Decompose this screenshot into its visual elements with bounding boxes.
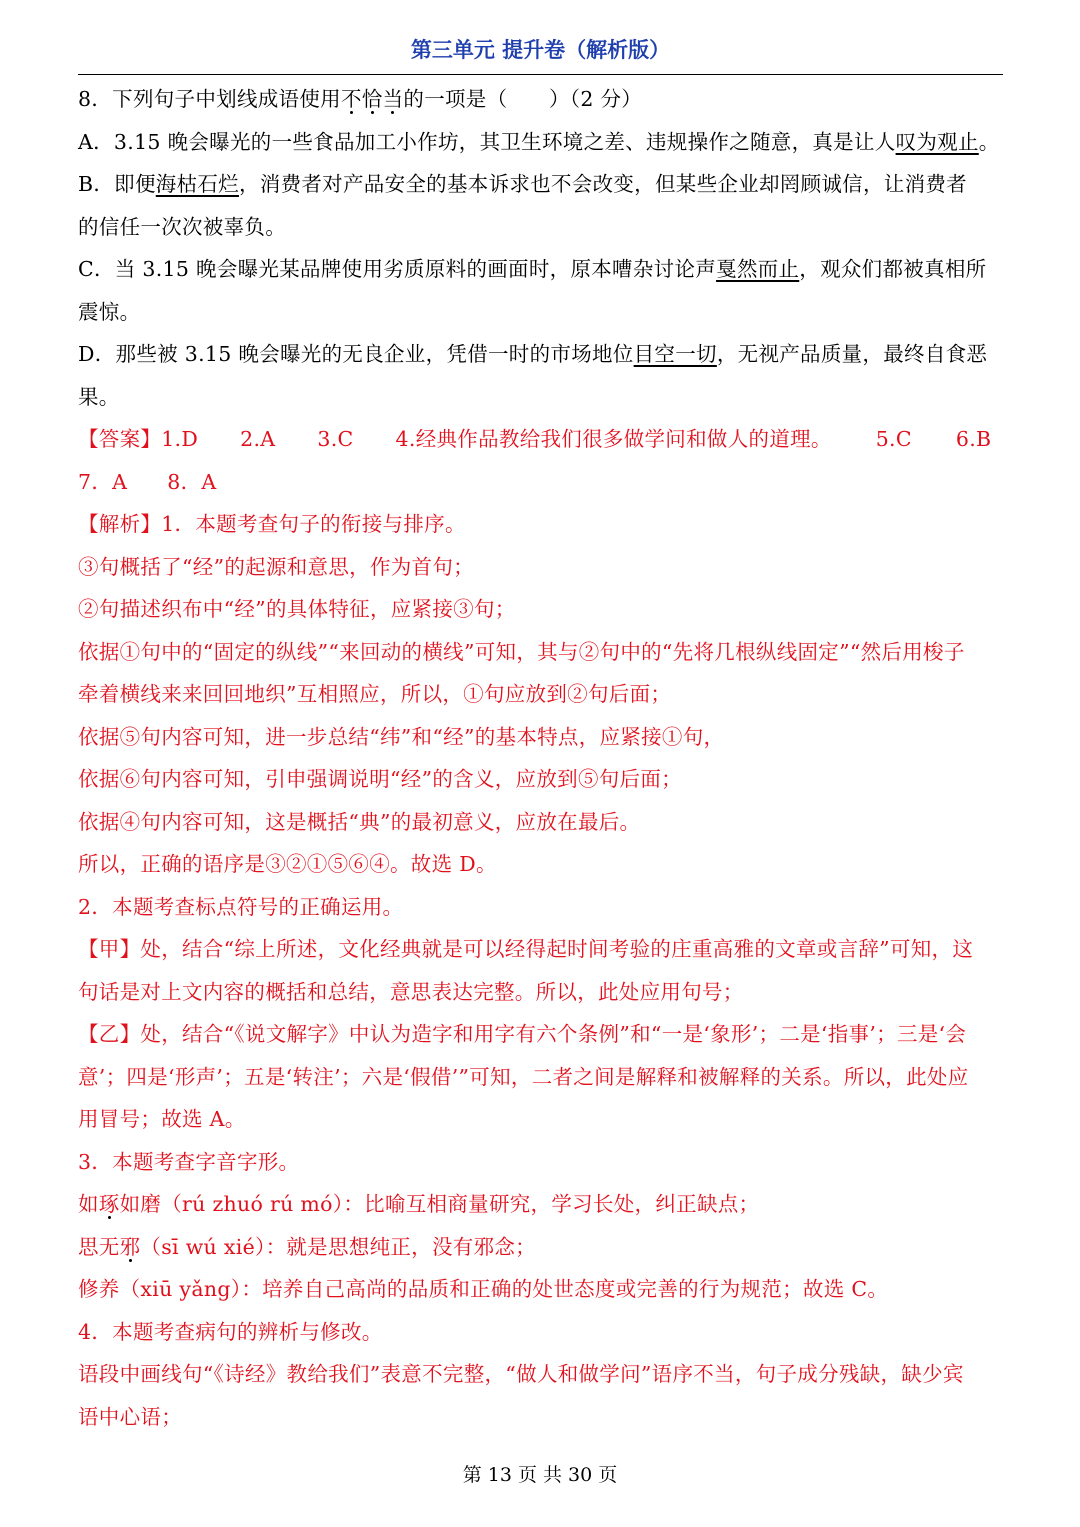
- page-number: 第 13 页 共 30 页: [462, 1464, 618, 1486]
- analysis-q4-title: 4．本题考查病句的辨析与修改。: [78, 1319, 383, 1344]
- analysis-line: 依据①句中的“固定的纵线”“来回动的横线”可知，其与②句中的“先将几根纵线固定”“然后用梭子: [78, 639, 965, 664]
- underlined-idiom: 海枯石烂: [155, 172, 239, 196]
- analysis-label: 【解析】: [78, 512, 162, 536]
- analysis-q3-title: 3．本题考查字音字形。: [78, 1149, 300, 1174]
- analysis-q1-title: 【解析】1．本题考查句子的衔接与排序。: [78, 512, 466, 536]
- option-d-continued: 果。: [78, 384, 120, 409]
- analysis-line: 【乙】处，结合“《说文解字》中认为造字和用字有六个条例”和“一是‘象形’；二是‘指事’；三是‘会: [78, 1022, 967, 1046]
- analysis-line: ③句概括了“经”的起源和意思，作为首句；: [78, 554, 474, 579]
- analysis-line: 用冒号；故选 A。: [78, 1107, 246, 1131]
- analysis-line: 依据④句内容可知，这是概括“典”的最初意义，应放在最后。: [78, 809, 641, 834]
- option-c-continued: 震惊。: [78, 299, 141, 324]
- emphasis-dot-char: 琢: [98, 1192, 120, 1216]
- underlined-idiom: 戛然而止: [716, 257, 800, 281]
- analysis-line: 语段中画线句“《诗经》教给我们”表意不完整，“做人和做学问”语序不当，句子成分残缺，缺少宾: [78, 1362, 964, 1386]
- analysis-line: 思无邪（sī wú xié）：就是思想纯正，没有邪念；: [78, 1234, 536, 1259]
- analysis-line: 牵着横线来来回回地织”互相照应，所以，①句应放到②句后面；: [78, 682, 672, 706]
- option-c: C．当 3.15 晚会曝光某品牌使用劣质原料的画面时，原本嘈杂讨论声戛然而止，观众们都被真相所: [78, 257, 987, 281]
- analysis-line: ②句描述织布中“经”的具体特征，应紧接③句；: [78, 597, 516, 621]
- emphasis-dot-char: 当: [382, 87, 404, 111]
- analysis-line: 句话是对上文内容的概括和总结，意思表达完整。所以，此处应用句号；: [78, 979, 744, 1004]
- header-title: 第三单元 提升卷（解析版）: [410, 38, 671, 62]
- analysis-line: 【甲】处，结合“综上所述，文化经典就是可以经得起时间考验的庄重高雅的文章或言辞”可知，这: [78, 937, 974, 961]
- answer-line-2: 7．A 8．A: [78, 469, 217, 494]
- emphasis-dot-char: 不: [340, 87, 362, 111]
- page-header: [78, 28, 1003, 75]
- underlined-idiom: 目空一切: [633, 342, 717, 366]
- analysis-line: 修养（xiū yǎng）：培养自己高尚的品质和正确的处世态度或完善的行为规范；故选 C。: [78, 1277, 889, 1301]
- analysis-line: 意’；四是‘形声’；五是‘转注’；六是‘假借’”可知，二者之间是解释和被解释的关系。所以，此处应: [78, 1064, 969, 1089]
- page-content: [78, 78, 1004, 1438]
- option-b: B．即便海枯石烂，消费者对产品安全的基本诉求也不会改变，但某些企业却罔顾诚信，让消费者: [78, 172, 967, 196]
- emphasis-dot-char: 邪: [119, 1234, 141, 1259]
- analysis-line: 语中心语；: [78, 1404, 182, 1429]
- emphasis-dot-char: 恰: [361, 87, 383, 111]
- analysis-line: 依据⑤句内容可知，进一步总结“纬”和“经”的基本特点，应紧接①句，: [78, 724, 725, 749]
- question-8-stem: 8．下列句子中划线成语使用不恰当的一项是（ ）（2 分）: [78, 87, 643, 111]
- analysis-q2-title: 2．本题考查标点符号的正确运用。: [78, 894, 404, 919]
- analysis-line: 依据⑥句内容可知，引申强调说明“经”的含义，应放到⑤句后面；: [78, 767, 682, 791]
- option-d: D．那些被 3.15 晚会曝光的无良企业，凭借一时的市场地位目空一切，无视产品质量，最终自食恶: [78, 342, 988, 366]
- answer-label: 【答案】: [78, 427, 162, 451]
- option-a: A．3.15 晚会曝光的一些食品加工小作坊，其卫生环境之差、违规操作之随意，真是让人叹为观止。: [78, 129, 1000, 154]
- analysis-line: 如琢如磨（rú zhuó rú mó）：比喻互相商量研究，学习长处，纠正缺点；: [78, 1192, 760, 1216]
- underlined-idiom: 叹为观止: [895, 129, 979, 154]
- answer-line-1: 【答案】1.D 2.A 3.C 4.经典作品教给我们很多做学问和做人的道理。 5.C 6.B: [78, 427, 992, 451]
- analysis-line: 所以，正确的语序是③②①⑤⑥④。故选 D。: [78, 852, 497, 876]
- option-b-continued: 的信任一次次被辜负。: [78, 214, 286, 239]
